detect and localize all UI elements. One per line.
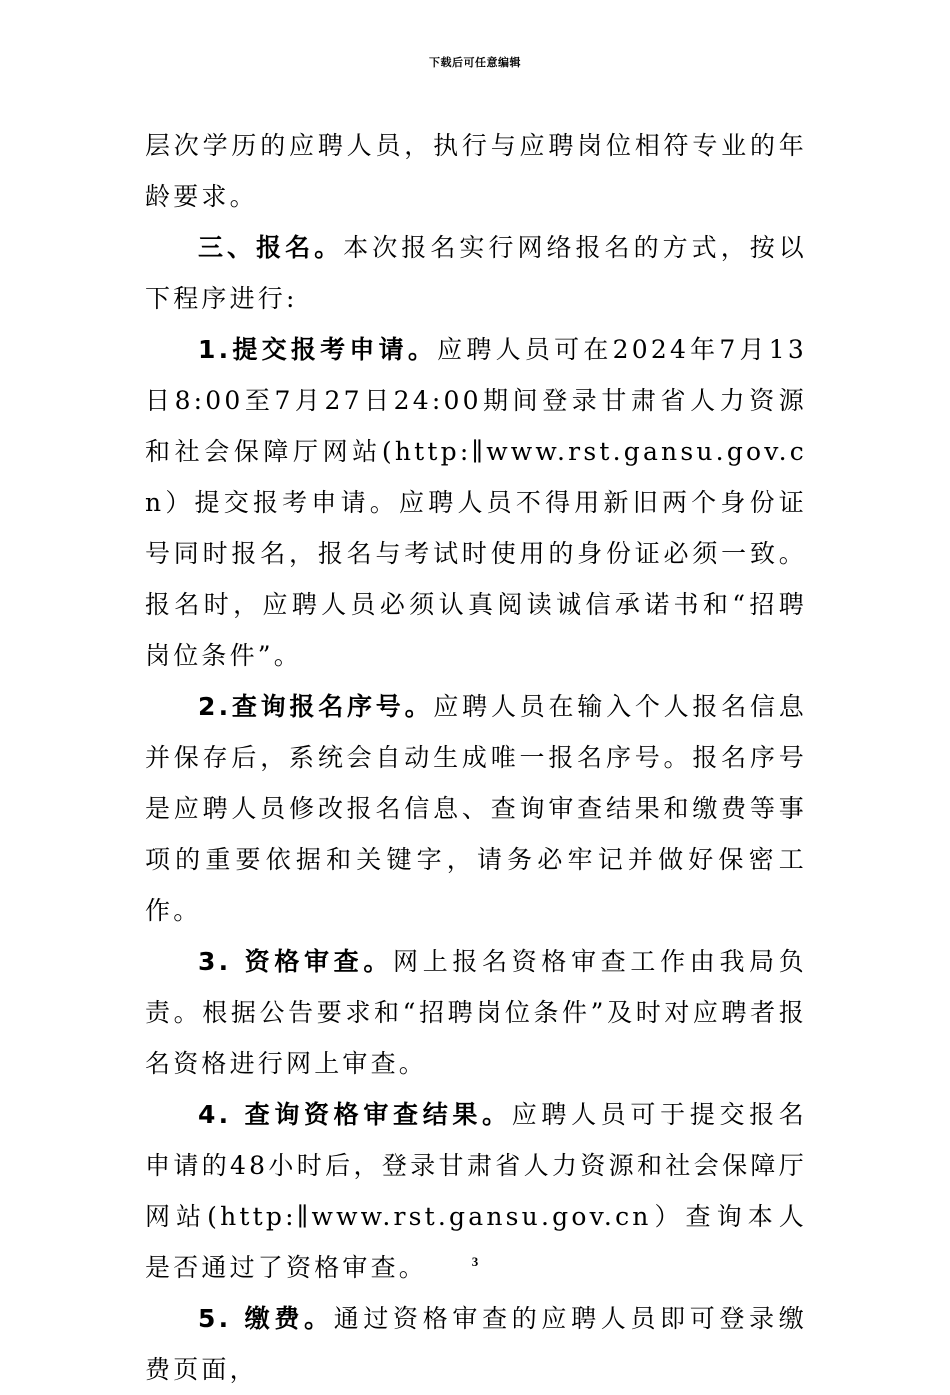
paragraph-heading: 3. 资格审查。 bbox=[198, 947, 394, 976]
paragraph-continuation bbox=[145, 120, 807, 222]
paragraph-heading: 5. 缴费。 bbox=[198, 1304, 334, 1333]
paragraph-heading: 2.查询报名序号。 bbox=[198, 692, 434, 721]
page-header: 下载后可任意编辑 bbox=[429, 56, 521, 69]
paragraph-body: 应聘人员在输入个人报名信息并保存后，系统会自动生成唯一报名序号。报名序号是应聘人员修改报名信息、查询审查结果和缴费等事项的重要依据和关键字，请务必牢记并做好保密工作。 bbox=[145, 692, 807, 925]
paragraph-body: 应聘人员可于提交报名申请的48小时后，登录甘肃省人力资源和社会保障厅网站(http:∥www.rst.gansu.gov.cn）查询本人是否通过了资格审查。 bbox=[145, 1100, 807, 1282]
paragraph-body: 网上报名资格审查工作由我局负责。根据公告要求和“招聘岗位条件”及时对应聘者报名资格进行网上审查。 bbox=[145, 947, 807, 1078]
paragraph-submit-application bbox=[145, 324, 807, 681]
paragraph-body: 层次学历的应聘人员，执行与应聘岗位相符专业的年龄要求。 bbox=[145, 131, 807, 211]
paragraph-qualification-review bbox=[145, 936, 807, 1089]
paragraph-body: 本次报名实行网络报名的方式，按以下程序进行: bbox=[145, 233, 807, 313]
paragraph-body: 通过资格审查的应聘人员即可登录缴费页面， bbox=[145, 1304, 808, 1384]
paragraph-registration bbox=[145, 222, 807, 324]
paragraph-payment bbox=[145, 1293, 807, 1395]
document-body bbox=[145, 120, 807, 1395]
paragraph-query-number bbox=[145, 681, 807, 936]
paragraph-heading: 三、报名。 bbox=[198, 233, 344, 262]
paragraph-heading: 4. 查询资格审查结果。 bbox=[198, 1100, 512, 1129]
paragraph-body: 应聘人员可在2024年7月13日8:00至7月27日24:00期间登录甘肃省人力资源和社会保障厅网站(http:∥www.rst.gansu.gov.cn）提交报考申请。应聘人员不得用新旧两个身份证号同时报名，报名与考试时使用的身份证必须一致。报名时，应聘人员必须认真阅读诚信承诺书和“招聘岗位条件”。 bbox=[145, 335, 807, 670]
paragraph-heading: 1.提交报考申请。 bbox=[198, 335, 438, 364]
page-number: 3 bbox=[471, 1254, 479, 1269]
